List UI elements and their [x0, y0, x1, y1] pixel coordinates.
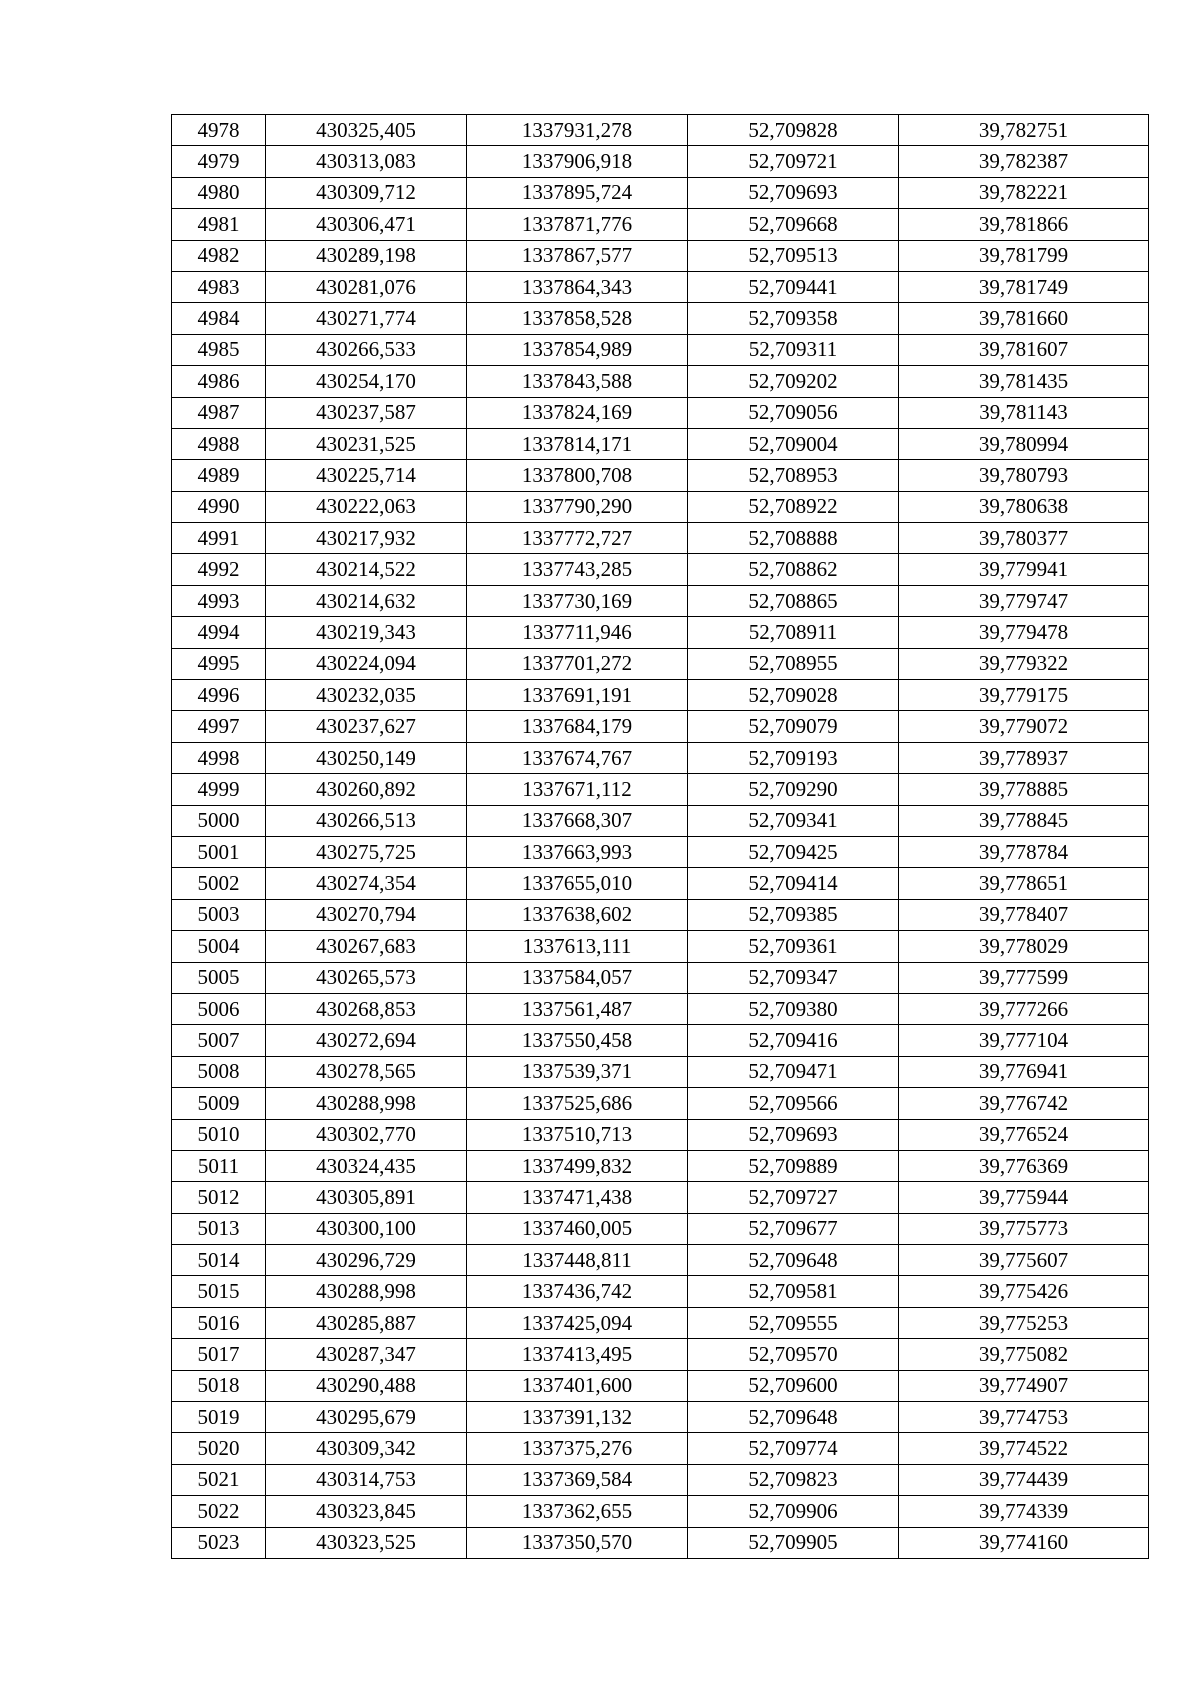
- longitude-cell: 39,781660: [899, 303, 1149, 334]
- y-coordinate-cell: 1337499,832: [467, 1150, 688, 1181]
- x-coordinate-cell: 430288,998: [266, 1276, 467, 1307]
- longitude-cell: 39,774907: [899, 1370, 1149, 1401]
- y-coordinate-cell: 1337350,570: [467, 1527, 688, 1558]
- point-number-cell: 5012: [172, 1182, 266, 1213]
- latitude-cell: 52,709347: [688, 962, 899, 993]
- point-number-cell: 5017: [172, 1339, 266, 1370]
- x-coordinate-cell: 430231,525: [266, 428, 467, 459]
- latitude-cell: 52,709774: [688, 1433, 899, 1464]
- table-row: [172, 1496, 1149, 1527]
- point-number-cell: 5008: [172, 1056, 266, 1087]
- x-coordinate-cell: 430288,998: [266, 1088, 467, 1119]
- longitude-cell: 39,778029: [899, 931, 1149, 962]
- longitude-cell: 39,781866: [899, 209, 1149, 240]
- longitude-cell: 39,781799: [899, 240, 1149, 271]
- longitude-cell: 39,782221: [899, 177, 1149, 208]
- y-coordinate-cell: 1337655,010: [467, 868, 688, 899]
- x-coordinate-cell: 430305,891: [266, 1182, 467, 1213]
- latitude-cell: 52,709341: [688, 805, 899, 836]
- point-number-cell: 5000: [172, 805, 266, 836]
- y-coordinate-cell: 1337460,005: [467, 1213, 688, 1244]
- table-row: [172, 899, 1149, 930]
- y-coordinate-cell: 1337895,724: [467, 177, 688, 208]
- y-coordinate-cell: 1337854,989: [467, 334, 688, 365]
- y-coordinate-cell: 1337471,438: [467, 1182, 688, 1213]
- table-row: [172, 1464, 1149, 1495]
- longitude-cell: 39,778845: [899, 805, 1149, 836]
- y-coordinate-cell: 1337391,132: [467, 1402, 688, 1433]
- table-row: [172, 209, 1149, 240]
- table-row: [172, 868, 1149, 899]
- table-row: [172, 1370, 1149, 1401]
- latitude-cell: 52,708911: [688, 617, 899, 648]
- x-coordinate-cell: 430217,932: [266, 523, 467, 554]
- point-number-cell: 5006: [172, 993, 266, 1024]
- latitude-cell: 52,709290: [688, 774, 899, 805]
- point-number-cell: 4990: [172, 491, 266, 522]
- point-number-cell: 5020: [172, 1433, 266, 1464]
- longitude-cell: 39,774522: [899, 1433, 1149, 1464]
- longitude-cell: 39,774439: [899, 1464, 1149, 1495]
- y-coordinate-cell: 1337448,811: [467, 1245, 688, 1276]
- point-number-cell: 4984: [172, 303, 266, 334]
- y-coordinate-cell: 1337401,600: [467, 1370, 688, 1401]
- x-coordinate-cell: 430309,342: [266, 1433, 467, 1464]
- longitude-cell: 39,775607: [899, 1245, 1149, 1276]
- y-coordinate-cell: 1337525,686: [467, 1088, 688, 1119]
- longitude-cell: 39,781749: [899, 271, 1149, 302]
- y-coordinate-cell: 1337864,343: [467, 271, 688, 302]
- x-coordinate-cell: 430323,525: [266, 1527, 467, 1558]
- latitude-cell: 52,709441: [688, 271, 899, 302]
- point-number-cell: 4998: [172, 742, 266, 773]
- x-coordinate-cell: 430295,679: [266, 1402, 467, 1433]
- latitude-cell: 52,709361: [688, 931, 899, 962]
- latitude-cell: 52,709079: [688, 711, 899, 742]
- longitude-cell: 39,782387: [899, 146, 1149, 177]
- longitude-cell: 39,775944: [899, 1182, 1149, 1213]
- y-coordinate-cell: 1337671,112: [467, 774, 688, 805]
- x-coordinate-cell: 430289,198: [266, 240, 467, 271]
- latitude-cell: 52,709028: [688, 680, 899, 711]
- y-coordinate-cell: 1337362,655: [467, 1496, 688, 1527]
- longitude-cell: 39,775426: [899, 1276, 1149, 1307]
- x-coordinate-cell: 430268,853: [266, 993, 467, 1024]
- y-coordinate-cell: 1337674,767: [467, 742, 688, 773]
- table-row: [172, 836, 1149, 867]
- point-number-cell: 5002: [172, 868, 266, 899]
- x-coordinate-cell: 430290,488: [266, 1370, 467, 1401]
- y-coordinate-cell: 1337539,371: [467, 1056, 688, 1087]
- y-coordinate-cell: 1337691,191: [467, 680, 688, 711]
- table-row: [172, 1276, 1149, 1307]
- y-coordinate-cell: 1337436,742: [467, 1276, 688, 1307]
- longitude-cell: 39,781607: [899, 334, 1149, 365]
- y-coordinate-cell: 1337668,307: [467, 805, 688, 836]
- longitude-cell: 39,779941: [899, 554, 1149, 585]
- point-number-cell: 5009: [172, 1088, 266, 1119]
- longitude-cell: 39,774160: [899, 1527, 1149, 1558]
- table-body: [172, 115, 1149, 1559]
- latitude-cell: 52,709889: [688, 1150, 899, 1181]
- latitude-cell: 52,709721: [688, 146, 899, 177]
- x-coordinate-cell: 430267,683: [266, 931, 467, 962]
- table-row: [172, 1182, 1149, 1213]
- table-row: [172, 1245, 1149, 1276]
- table-row: [172, 1119, 1149, 1150]
- longitude-cell: 39,775082: [899, 1339, 1149, 1370]
- x-coordinate-cell: 430214,522: [266, 554, 467, 585]
- x-coordinate-cell: 430285,887: [266, 1307, 467, 1338]
- y-coordinate-cell: 1337550,458: [467, 1025, 688, 1056]
- point-number-cell: 5004: [172, 931, 266, 962]
- table-row: [172, 742, 1149, 773]
- point-number-cell: 4979: [172, 146, 266, 177]
- x-coordinate-cell: 430270,794: [266, 899, 467, 930]
- y-coordinate-cell: 1337413,495: [467, 1339, 688, 1370]
- longitude-cell: 39,777104: [899, 1025, 1149, 1056]
- longitude-cell: 39,776742: [899, 1088, 1149, 1119]
- table-row: [172, 523, 1149, 554]
- table-row: [172, 1025, 1149, 1056]
- y-coordinate-cell: 1337871,776: [467, 209, 688, 240]
- point-number-cell: 5001: [172, 836, 266, 867]
- latitude-cell: 52,709555: [688, 1307, 899, 1338]
- y-coordinate-cell: 1337663,993: [467, 836, 688, 867]
- x-coordinate-cell: 430214,632: [266, 585, 467, 616]
- latitude-cell: 52,708953: [688, 460, 899, 491]
- x-coordinate-cell: 430300,100: [266, 1213, 467, 1244]
- table-row: [172, 397, 1149, 428]
- table-row: [172, 774, 1149, 805]
- y-coordinate-cell: 1337730,169: [467, 585, 688, 616]
- table-row: [172, 1056, 1149, 1087]
- point-number-cell: 5005: [172, 962, 266, 993]
- latitude-cell: 52,709358: [688, 303, 899, 334]
- longitude-cell: 39,778407: [899, 899, 1149, 930]
- latitude-cell: 52,709056: [688, 397, 899, 428]
- table-row: [172, 1339, 1149, 1370]
- longitude-cell: 39,778937: [899, 742, 1149, 773]
- x-coordinate-cell: 430309,712: [266, 177, 467, 208]
- x-coordinate-cell: 430272,694: [266, 1025, 467, 1056]
- table-row: [172, 648, 1149, 679]
- y-coordinate-cell: 1337858,528: [467, 303, 688, 334]
- x-coordinate-cell: 430237,587: [266, 397, 467, 428]
- x-coordinate-cell: 430275,725: [266, 836, 467, 867]
- point-number-cell: 5013: [172, 1213, 266, 1244]
- latitude-cell: 52,709600: [688, 1370, 899, 1401]
- latitude-cell: 52,709823: [688, 1464, 899, 1495]
- point-number-cell: 4989: [172, 460, 266, 491]
- longitude-cell: 39,780377: [899, 523, 1149, 554]
- point-number-cell: 4981: [172, 209, 266, 240]
- point-number-cell: 5007: [172, 1025, 266, 1056]
- latitude-cell: 52,709414: [688, 868, 899, 899]
- point-number-cell: 5021: [172, 1464, 266, 1495]
- x-coordinate-cell: 430313,083: [266, 146, 467, 177]
- x-coordinate-cell: 430323,845: [266, 1496, 467, 1527]
- y-coordinate-cell: 1337843,588: [467, 366, 688, 397]
- point-number-cell: 4994: [172, 617, 266, 648]
- y-coordinate-cell: 1337824,169: [467, 397, 688, 428]
- table-row: [172, 460, 1149, 491]
- x-coordinate-cell: 430274,354: [266, 868, 467, 899]
- x-coordinate-cell: 430271,774: [266, 303, 467, 334]
- point-number-cell: 5011: [172, 1150, 266, 1181]
- latitude-cell: 52,708888: [688, 523, 899, 554]
- longitude-cell: 39,779072: [899, 711, 1149, 742]
- longitude-cell: 39,777266: [899, 993, 1149, 1024]
- table-row: [172, 993, 1149, 1024]
- table-row: [172, 1402, 1149, 1433]
- point-number-cell: 4986: [172, 366, 266, 397]
- latitude-cell: 52,709906: [688, 1496, 899, 1527]
- longitude-cell: 39,779478: [899, 617, 1149, 648]
- y-coordinate-cell: 1337711,946: [467, 617, 688, 648]
- table-row: [172, 115, 1149, 146]
- y-coordinate-cell: 1337684,179: [467, 711, 688, 742]
- latitude-cell: 52,709380: [688, 993, 899, 1024]
- y-coordinate-cell: 1337931,278: [467, 115, 688, 146]
- y-coordinate-cell: 1337814,171: [467, 428, 688, 459]
- table-row: [172, 1433, 1149, 1464]
- point-number-cell: 5019: [172, 1402, 266, 1433]
- table-row: [172, 177, 1149, 208]
- y-coordinate-cell: 1337867,577: [467, 240, 688, 271]
- latitude-cell: 52,709425: [688, 836, 899, 867]
- point-number-cell: 5010: [172, 1119, 266, 1150]
- x-coordinate-cell: 430296,729: [266, 1245, 467, 1276]
- latitude-cell: 52,709648: [688, 1245, 899, 1276]
- x-coordinate-cell: 430237,627: [266, 711, 467, 742]
- table-row: [172, 240, 1149, 271]
- y-coordinate-cell: 1337743,285: [467, 554, 688, 585]
- x-coordinate-cell: 430254,170: [266, 366, 467, 397]
- longitude-cell: 39,776941: [899, 1056, 1149, 1087]
- y-coordinate-cell: 1337561,487: [467, 993, 688, 1024]
- latitude-cell: 52,709193: [688, 742, 899, 773]
- table-row: [172, 680, 1149, 711]
- y-coordinate-cell: 1337613,111: [467, 931, 688, 962]
- point-number-cell: 4995: [172, 648, 266, 679]
- x-coordinate-cell: 430250,149: [266, 742, 467, 773]
- point-number-cell: 4992: [172, 554, 266, 585]
- point-number-cell: 5023: [172, 1527, 266, 1558]
- latitude-cell: 52,709202: [688, 366, 899, 397]
- table-row: [172, 1527, 1149, 1558]
- latitude-cell: 52,709648: [688, 1402, 899, 1433]
- longitude-cell: 39,781435: [899, 366, 1149, 397]
- longitude-cell: 39,779175: [899, 680, 1149, 711]
- point-number-cell: 4988: [172, 428, 266, 459]
- x-coordinate-cell: 430266,533: [266, 334, 467, 365]
- longitude-cell: 39,775773: [899, 1213, 1149, 1244]
- latitude-cell: 52,709581: [688, 1276, 899, 1307]
- latitude-cell: 52,709677: [688, 1213, 899, 1244]
- table-row: [172, 366, 1149, 397]
- longitude-cell: 39,774339: [899, 1496, 1149, 1527]
- table-row: [172, 146, 1149, 177]
- x-coordinate-cell: 430222,063: [266, 491, 467, 522]
- point-number-cell: 5015: [172, 1276, 266, 1307]
- latitude-cell: 52,709693: [688, 177, 899, 208]
- table-row: [172, 428, 1149, 459]
- y-coordinate-cell: 1337375,276: [467, 1433, 688, 1464]
- latitude-cell: 52,709416: [688, 1025, 899, 1056]
- table-row: [172, 491, 1149, 522]
- latitude-cell: 52,709471: [688, 1056, 899, 1087]
- table-row: [172, 931, 1149, 962]
- table-row: [172, 271, 1149, 302]
- latitude-cell: 52,708865: [688, 585, 899, 616]
- point-number-cell: 5022: [172, 1496, 266, 1527]
- point-number-cell: 4987: [172, 397, 266, 428]
- point-number-cell: 5014: [172, 1245, 266, 1276]
- table-row: [172, 554, 1149, 585]
- x-coordinate-cell: 430232,035: [266, 680, 467, 711]
- latitude-cell: 52,709004: [688, 428, 899, 459]
- latitude-cell: 52,709828: [688, 115, 899, 146]
- x-coordinate-cell: 430260,892: [266, 774, 467, 805]
- longitude-cell: 39,778784: [899, 836, 1149, 867]
- x-coordinate-cell: 430265,573: [266, 962, 467, 993]
- table-row: [172, 711, 1149, 742]
- coordinates-table: [171, 114, 1149, 1559]
- table-row: [172, 617, 1149, 648]
- table-row: [172, 1150, 1149, 1181]
- point-number-cell: 5016: [172, 1307, 266, 1338]
- x-coordinate-cell: 430314,753: [266, 1464, 467, 1495]
- x-coordinate-cell: 430325,405: [266, 115, 467, 146]
- y-coordinate-cell: 1337790,290: [467, 491, 688, 522]
- y-coordinate-cell: 1337510,713: [467, 1119, 688, 1150]
- point-number-cell: 5003: [172, 899, 266, 930]
- table-row: [172, 962, 1149, 993]
- latitude-cell: 52,709693: [688, 1119, 899, 1150]
- latitude-cell: 52,709905: [688, 1527, 899, 1558]
- latitude-cell: 52,709385: [688, 899, 899, 930]
- longitude-cell: 39,780793: [899, 460, 1149, 491]
- table-row: [172, 303, 1149, 334]
- y-coordinate-cell: 1337906,918: [467, 146, 688, 177]
- x-coordinate-cell: 430302,770: [266, 1119, 467, 1150]
- longitude-cell: 39,774753: [899, 1402, 1149, 1433]
- x-coordinate-cell: 430266,513: [266, 805, 467, 836]
- point-number-cell: 4985: [172, 334, 266, 365]
- latitude-cell: 52,708862: [688, 554, 899, 585]
- y-coordinate-cell: 1337425,094: [467, 1307, 688, 1338]
- x-coordinate-cell: 430287,347: [266, 1339, 467, 1370]
- x-coordinate-cell: 430278,565: [266, 1056, 467, 1087]
- longitude-cell: 39,779322: [899, 648, 1149, 679]
- table-row: [172, 585, 1149, 616]
- latitude-cell: 52,709727: [688, 1182, 899, 1213]
- point-number-cell: 4991: [172, 523, 266, 554]
- y-coordinate-cell: 1337701,272: [467, 648, 688, 679]
- y-coordinate-cell: 1337369,584: [467, 1464, 688, 1495]
- point-number-cell: 4982: [172, 240, 266, 271]
- longitude-cell: 39,776524: [899, 1119, 1149, 1150]
- table-row: [172, 1307, 1149, 1338]
- table-row: [172, 334, 1149, 365]
- latitude-cell: 52,708955: [688, 648, 899, 679]
- latitude-cell: 52,709566: [688, 1088, 899, 1119]
- point-number-cell: 4980: [172, 177, 266, 208]
- x-coordinate-cell: 430219,343: [266, 617, 467, 648]
- latitude-cell: 52,709668: [688, 209, 899, 240]
- longitude-cell: 39,781143: [899, 397, 1149, 428]
- table-row: [172, 1088, 1149, 1119]
- latitude-cell: 52,709513: [688, 240, 899, 271]
- longitude-cell: 39,778885: [899, 774, 1149, 805]
- longitude-cell: 39,780638: [899, 491, 1149, 522]
- longitude-cell: 39,775253: [899, 1307, 1149, 1338]
- y-coordinate-cell: 1337800,708: [467, 460, 688, 491]
- y-coordinate-cell: 1337584,057: [467, 962, 688, 993]
- longitude-cell: 39,782751: [899, 115, 1149, 146]
- table-row: [172, 805, 1149, 836]
- longitude-cell: 39,780994: [899, 428, 1149, 459]
- longitude-cell: 39,779747: [899, 585, 1149, 616]
- x-coordinate-cell: 430324,435: [266, 1150, 467, 1181]
- point-number-cell: 4983: [172, 271, 266, 302]
- point-number-cell: 4978: [172, 115, 266, 146]
- point-number-cell: 4997: [172, 711, 266, 742]
- latitude-cell: 52,708922: [688, 491, 899, 522]
- point-number-cell: 4993: [172, 585, 266, 616]
- point-number-cell: 4999: [172, 774, 266, 805]
- y-coordinate-cell: 1337638,602: [467, 899, 688, 930]
- longitude-cell: 39,776369: [899, 1150, 1149, 1181]
- x-coordinate-cell: 430224,094: [266, 648, 467, 679]
- x-coordinate-cell: 430281,076: [266, 271, 467, 302]
- longitude-cell: 39,777599: [899, 962, 1149, 993]
- y-coordinate-cell: 1337772,727: [467, 523, 688, 554]
- point-number-cell: 5018: [172, 1370, 266, 1401]
- table-row: [172, 1213, 1149, 1244]
- x-coordinate-cell: 430306,471: [266, 209, 467, 240]
- x-coordinate-cell: 430225,714: [266, 460, 467, 491]
- latitude-cell: 52,709570: [688, 1339, 899, 1370]
- point-number-cell: 4996: [172, 680, 266, 711]
- latitude-cell: 52,709311: [688, 334, 899, 365]
- longitude-cell: 39,778651: [899, 868, 1149, 899]
